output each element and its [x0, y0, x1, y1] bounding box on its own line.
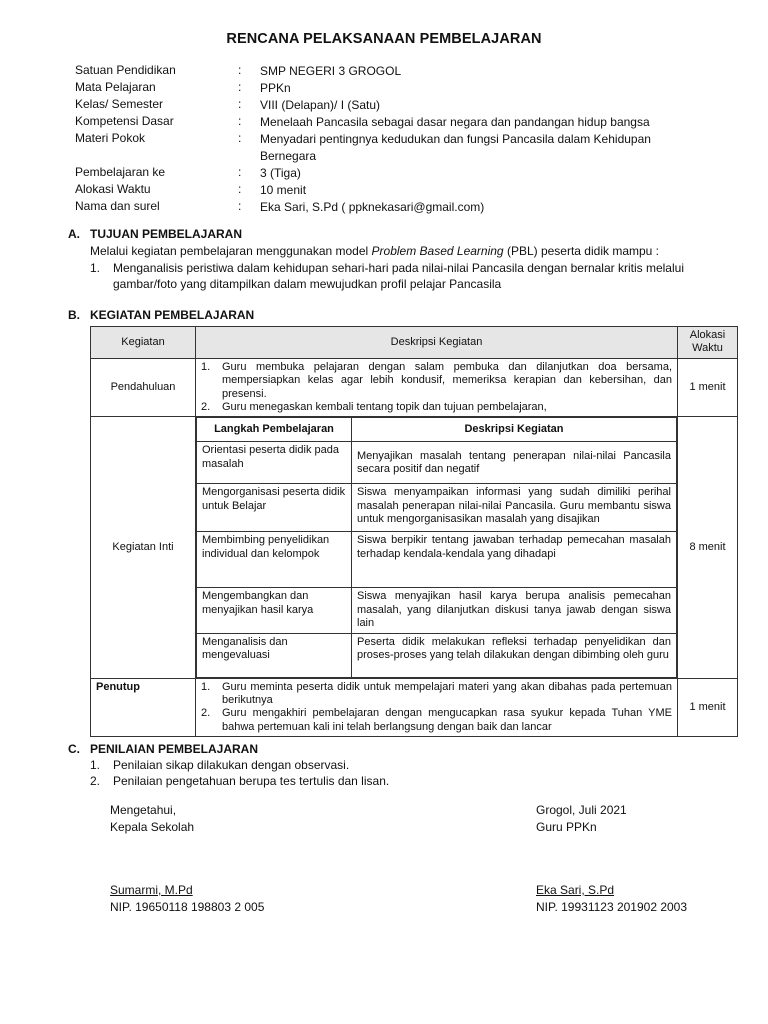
meta-label: Mata Pelajaran: [75, 80, 156, 94]
signature-right-name: [536, 882, 687, 916]
deskripsi-cell: Siswa berpikir tentang jawaban terhadap pemecahan masalah terhadap kendala-kendala yang dihadapi: [352, 532, 677, 588]
section-title: KEGIATAN PEMBELAJARAN: [90, 308, 255, 322]
deskripsi-cell: Peserta didik melakukan refleksi terhadap penyelidikan dan proses-proses yang telah dilakukan dengan dibimbing oleh guru: [352, 633, 677, 677]
meta-colon: :: [238, 114, 242, 128]
signature-left-name: [110, 882, 264, 916]
signature-role: Kepala Sekolah: [110, 820, 195, 834]
meta-colon: :: [238, 131, 242, 145]
section-c-heading: [68, 742, 258, 758]
langkah-table: [196, 417, 677, 677]
langkah-cell: Mengorganisasi peserta didik untuk Belajar: [197, 484, 352, 532]
signature-line: Mengetahui,: [110, 803, 177, 817]
header-deskripsi: Deskripsi Kegiatan: [196, 327, 678, 359]
header-deskripsi-inti: Deskripsi Kegiatan: [352, 418, 677, 442]
meta-value: VIII (Delapan)/ I (Satu): [260, 98, 381, 112]
list-text: Guru membuka pelajaran dengan salam pembuka dan dilanjutkan doa bersama, mempersiapkan kelas agar lebih kondusif, memeriksa kerapian dan kebersihan, dan presensi.: [222, 360, 672, 400]
list-item: [201, 707, 672, 734]
table-row: [197, 442, 677, 484]
meta-colon: :: [238, 182, 242, 196]
meta-colon: :: [238, 80, 242, 94]
header-alokasi: Alokasi Waktu: [678, 327, 738, 359]
meta-row-satuan: [75, 63, 695, 80]
meta-value: Menyadari pentingnya kedudukan dan fungsi Pancasila dalam Kehidupan Bernegara: [260, 132, 651, 163]
meta-colon: :: [238, 63, 242, 77]
header-kegiatan: Kegiatan: [91, 327, 196, 359]
list-item: [90, 774, 720, 790]
table-header-row: [91, 327, 738, 359]
meta-row-mapel: [75, 80, 695, 97]
identity-block: [75, 63, 695, 216]
penilaian-list: [90, 758, 720, 789]
meta-colon: :: [238, 165, 242, 179]
list-item: [201, 361, 672, 401]
list-text: Guru menegaskan kembali tentang topik dan tujuan pembelajaran,: [222, 401, 547, 414]
langkah-header-row: [197, 418, 677, 442]
meta-label: Kelas/ Semester: [75, 97, 164, 111]
table-row: [197, 633, 677, 677]
cell-penutup-desc: [196, 678, 678, 737]
signature-place-date: Grogol, Juli 2021: [536, 803, 627, 817]
meta-colon: :: [238, 97, 242, 111]
section-a-heading: [68, 227, 242, 243]
cell-pendahuluan-desc: [196, 358, 678, 417]
signature-role: Guru PPKn: [536, 820, 597, 834]
meta-value: SMP NEGERI 3 GROGOL: [260, 64, 402, 78]
langkah-cell: Membimbing penyelidikan individual dan kelompok: [197, 532, 352, 588]
list-number: 1.: [201, 360, 211, 373]
section-a-intro: [90, 244, 720, 260]
meta-row-kd: [75, 114, 695, 131]
signer-name: Sumarmi, M.Pd: [110, 883, 193, 897]
cell-pendahuluan-alokasi: 1 menit: [678, 358, 738, 417]
meta-value: Menelaah Pancasila sebagai dasar negara dan pandangan hidup bangsa: [260, 115, 650, 129]
cell-pendahuluan-label: Pendahuluan: [91, 358, 196, 417]
kegiatan-table: [90, 326, 738, 737]
meta-label: Kompetensi Dasar: [75, 114, 174, 128]
deskripsi-cell: Menyajikan masalah tentang penerapan nilai-nilai Pancasila secara positif dan negatif: [352, 442, 677, 484]
list-text: Penilaian sikap dilakukan dengan observasi.: [113, 758, 350, 772]
section-letter: C.: [68, 742, 80, 756]
langkah-cell: Mengembangkan dan menyajikan hasil karya: [197, 588, 352, 633]
table-row: [197, 588, 677, 633]
list-number: 1.: [201, 680, 211, 693]
meta-row-materi: [75, 131, 695, 165]
section-title: PENILAIAN PEMBELAJARAN: [90, 742, 259, 756]
list-number: 1.: [90, 758, 101, 772]
section-letter: B.: [68, 308, 80, 322]
meta-row-pembelajaran: [75, 165, 695, 182]
cell-inti-label: Kegiatan Inti: [91, 417, 196, 678]
meta-label: Nama dan surel: [75, 199, 160, 213]
list-text: Guru mengakhiri pembelajaran dengan mengucapkan rasa syukur kepada Tuhan YME bahwa pertemuan kali ini telah berlangsung dengan baik dan lancar: [222, 707, 672, 733]
meta-colon: :: [238, 199, 242, 213]
signature-right-header: [536, 802, 627, 836]
list-text: Guru meminta peserta didik untuk mempelajari materi yang akan dibahas pada pertemuan berikutnya: [222, 680, 672, 707]
signer-nip: NIP. 19650118 198803 2 005: [110, 900, 265, 914]
meta-label: Pembelajaran ke: [75, 165, 166, 179]
meta-value: 10 menit: [260, 183, 307, 197]
tujuan-list: [90, 261, 720, 292]
langkah-cell: Orientasi peserta didik pada masalah: [197, 442, 352, 484]
deskripsi-cell: Siswa menyajikan hasil karya berupa analisis pemecahan masalah, yang dilanjutkan diskusi tanya jawab dengan siswa lain: [352, 588, 677, 633]
cell-inti-alokasi: 8 menit: [678, 417, 738, 678]
table-row: [197, 532, 677, 588]
table-row-penutup: [91, 678, 738, 737]
meta-label: Alokasi Waktu: [75, 182, 151, 196]
list-number: 2.: [201, 707, 211, 720]
meta-value: 3 (Tiga): [260, 166, 301, 180]
meta-label: Satuan Pendidikan: [75, 63, 176, 77]
table-row-inti: [91, 417, 738, 678]
signer-name: Eka Sari, S.Pd: [536, 883, 615, 897]
document-title: RENCANA PELAKSANAAN PEMBELAJARAN: [226, 31, 542, 47]
list-item: [90, 758, 720, 774]
table-row: [197, 484, 677, 532]
deskripsi-cell: Siswa menyampaikan informasi yang sudah dimiliki perihal masalah penerapan nilai-nilai Pancasila. Guru membantu siswa untuk mengorganisasikan masalah yang disajikan: [352, 484, 677, 532]
header-langkah: Langkah Pembelajaran: [197, 418, 352, 442]
meta-row-nama: [75, 199, 695, 216]
meta-value: PPKn: [260, 81, 291, 95]
intro-model-name: Problem Based Learning: [371, 244, 504, 258]
table-row-pendahuluan: [91, 358, 738, 417]
section-b-heading: [68, 308, 254, 324]
langkah-cell: Menganalisis dan mengevaluasi: [197, 633, 352, 677]
cell-penutup-label: Penutup: [91, 678, 196, 737]
section-letter: A.: [68, 227, 80, 241]
list-text: Penilaian pengetahuan berupa tes tertulis dan lisan.: [113, 773, 390, 788]
intro-text-end: (PBL) peserta didik mampu :: [503, 244, 660, 258]
meta-row-alokasi: [75, 182, 695, 199]
list-text: Menganalisis peristiwa dalam kehidupan sehari-hari pada nilai-nilai Pancasila dengan bernalar kritis melalui gambar/foto yang ditampilkan dalam mewujudkan profil pelajar Pancasila: [113, 261, 684, 291]
list-number: 2.: [201, 401, 211, 414]
intro-text: Melalui kegiatan pembelajaran menggunakan model: [90, 244, 372, 258]
meta-value: Eka Sari, S.Pd ( ppknekasari@gmail.com): [260, 200, 485, 214]
list-number: 2.: [90, 773, 101, 788]
list-number: 1.: [90, 261, 101, 275]
cell-penutup-alokasi: 1 menit: [678, 678, 738, 737]
meta-row-kelas: [75, 97, 695, 114]
section-title: TUJUAN PEMBELAJARAN: [90, 227, 243, 241]
signature-left-header: [110, 802, 194, 836]
list-item: [90, 261, 720, 292]
cell-inti-steps: [196, 417, 678, 678]
list-item: [201, 681, 672, 708]
signer-nip: NIP. 19931123 201902 2003: [536, 900, 688, 914]
list-item: [201, 401, 672, 414]
meta-label: Materi Pokok: [75, 131, 146, 145]
